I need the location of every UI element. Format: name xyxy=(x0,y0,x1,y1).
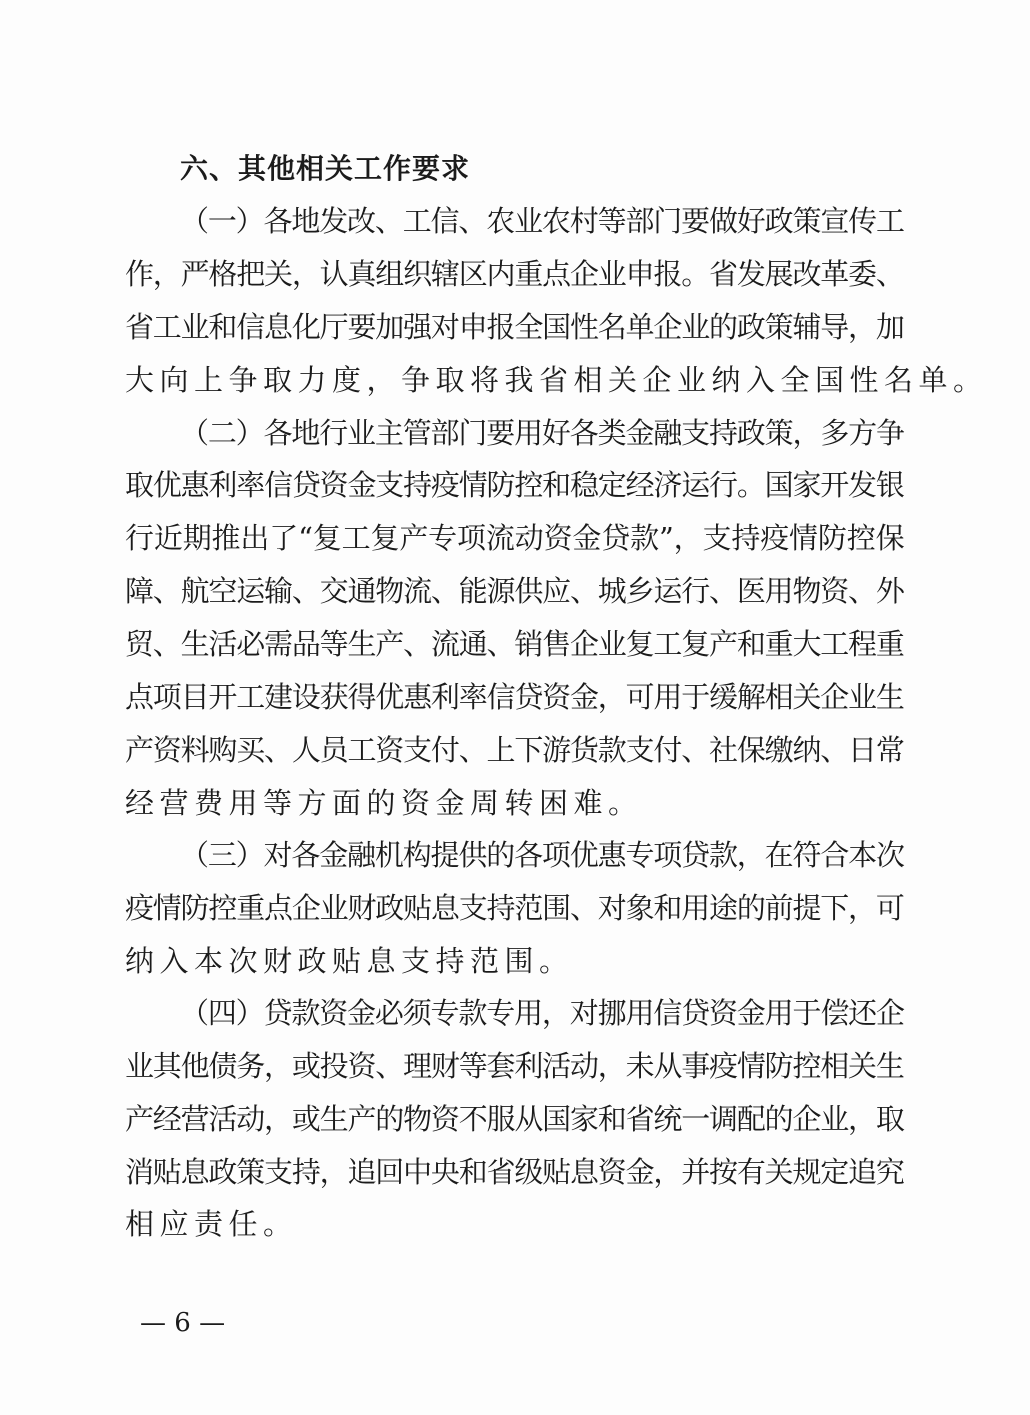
paragraph-line: 大向上争取力度，争取将我省相关企业纳入全国性名单。 xyxy=(125,363,988,397)
paragraph-line: 经营费用等方面的资金周转困难。 xyxy=(125,786,643,820)
paragraph-line: （四）贷款资金必须专款专用，对挪用信贷资金用于偿还企 xyxy=(180,996,904,1030)
paragraph-line: （三）对各金融机构提供的各项优惠专项贷款，在符合本次 xyxy=(180,838,904,872)
paragraph-line: 消贴息政策支持，追回中央和省级贴息资金，并按有关规定追究 xyxy=(125,1155,904,1189)
paragraph-line: 点项目开工建设获得优惠利率信贷资金，可用于缓解相关企业生 xyxy=(125,680,904,714)
paragraph-line: 纳入本次财政贴息支持范围。 xyxy=(125,944,574,978)
paragraph-line: 障、航空运输、交通物流、能源供应、城乡运行、医用物资、外 xyxy=(125,574,904,608)
paragraph-line: 相应责任。 xyxy=(125,1207,298,1241)
paragraph-line: 产经营活动，或生产的物资不服从国家和省统一调配的企业，取 xyxy=(125,1102,904,1136)
paragraph-line: 取优惠利率信贷资金支持疫情防控和稳定经济运行。国家开发银 xyxy=(125,468,904,502)
paragraph-line: 省工业和信息化厅要加强对申报全国性名单企业的政策辅导，加 xyxy=(125,310,904,344)
paragraph-line: 作，严格把关，认真组织辖区内重点企业申报。省发展改革委、 xyxy=(125,257,904,291)
paragraph-line: 行近期推出了“复工复产专项流动资金贷款”，支持疫情防控保 xyxy=(125,521,905,555)
paragraph-line: 疫情防控重点企业财政贴息支持范围、对象和用途的前提下，可 xyxy=(125,891,904,925)
paragraph-line: （一）各地发改、工信、农业农村等部门要做好政策宣传工 xyxy=(180,204,904,238)
paragraph-line: 贸、生活必需品等生产、流通、销售企业复工复产和重大工程重 xyxy=(125,627,904,661)
page-number: — 6 — xyxy=(140,1308,226,1338)
paragraph-line: 业其他债务，或投资、理财等套利活动，未从事疫情防控相关生 xyxy=(125,1049,904,1083)
section-heading: 六、其他相关工作要求 xyxy=(180,152,471,185)
paragraph-line: 产资料购买、人员工资支付、上下游货款支付、社保缴纳、日常 xyxy=(125,733,904,767)
paragraph-line: （二）各地行业主管部门要用好各类金融支持政策，多方争 xyxy=(180,416,904,450)
